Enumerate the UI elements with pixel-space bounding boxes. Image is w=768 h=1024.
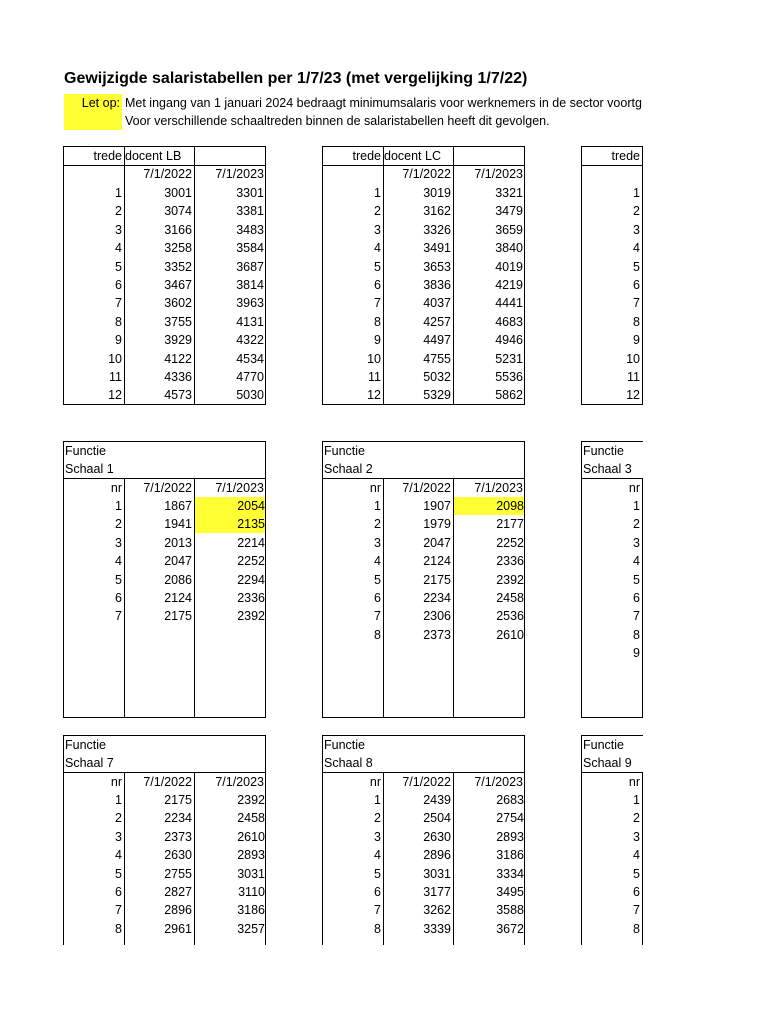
salary-2022: 3836 <box>423 278 451 292</box>
salary-2022: 2827 <box>164 885 192 899</box>
salary-2022: 1941 <box>164 517 192 532</box>
salary-2022: 3491 <box>423 241 451 256</box>
salary-2023: 3301 <box>236 186 264 200</box>
salary-2022: 3326 <box>423 222 451 237</box>
salary-2023: 4131 <box>236 314 264 329</box>
salary-2023: 4219 <box>495 278 523 292</box>
salary-2022: 2086 <box>164 572 192 587</box>
date-header-2022: 7/1/2022 <box>143 167 192 181</box>
salary-2023: 3588 <box>496 903 524 918</box>
salary-2023: 2754 <box>496 811 524 826</box>
salary-2022: 4497 <box>423 333 451 348</box>
salary-2022: 2175 <box>164 609 192 624</box>
trede-number: 2 <box>115 204 122 219</box>
date-header-2022: 7/1/2022 <box>402 775 451 789</box>
schaal-number: 4 <box>374 554 381 569</box>
date-header-2022: 7/1/2022 <box>143 481 192 495</box>
schaal-number: 4 <box>633 848 640 863</box>
salary-2023: 3031 <box>237 866 265 881</box>
date-header-2023: 7/1/2023 <box>215 481 264 495</box>
schaal-number: 4 <box>115 848 122 863</box>
salary-2022: 3166 <box>164 222 192 237</box>
salary-2023: 3257 <box>237 921 265 936</box>
date-header-2023: 7/1/2023 <box>474 481 523 495</box>
schaal-label: Schaal 2 <box>324 462 373 476</box>
schaal-number: 6 <box>115 885 122 899</box>
trede-number: 7 <box>115 296 122 311</box>
salary-2022: 2896 <box>423 848 451 863</box>
trede-number: 9 <box>374 333 381 348</box>
salary-2023: 4946 <box>495 333 523 348</box>
schaal-number: 7 <box>633 609 640 624</box>
schaal-number: 2 <box>115 517 122 532</box>
salary-2023: 2392 <box>496 572 524 587</box>
trede-header: trede <box>611 149 640 163</box>
salary-2022: 3352 <box>164 259 192 274</box>
salary-2023: 4019 <box>495 259 523 274</box>
note-line-2: Voor verschillende schaaltreden binnen de salaristabellen heeft dit gevolgen. <box>125 114 550 128</box>
salary-2023: 2252 <box>496 535 524 550</box>
trede-number: 8 <box>115 314 122 329</box>
trede-table-3 <box>581 146 643 405</box>
salary-2022: 2373 <box>423 627 451 642</box>
salary-2022: 2234 <box>423 591 451 605</box>
salary-2023: 2252 <box>237 554 265 569</box>
salary-2023: 3186 <box>496 848 524 863</box>
schaal-number: 3 <box>115 829 122 844</box>
salary-2022: 2234 <box>164 811 192 826</box>
salary-2023: 5862 <box>495 388 523 403</box>
schaal-number: 7 <box>633 903 640 918</box>
salary-2022: 3262 <box>423 903 451 918</box>
trede-number: 3 <box>633 222 640 237</box>
salary-2023-highlighted: 2098 <box>454 497 525 515</box>
salary-2023: 2893 <box>237 848 265 863</box>
table-name: docent LC <box>384 149 441 163</box>
column-divider <box>642 147 643 404</box>
salary-2023: 4322 <box>236 333 264 348</box>
schaal-number: 3 <box>374 535 381 550</box>
salary-2023: 2610 <box>496 627 524 642</box>
trede-number: 3 <box>374 222 381 237</box>
date-header-2022: 7/1/2022 <box>402 167 451 181</box>
salary-2022: 2504 <box>423 811 451 826</box>
schaal-number: 4 <box>374 848 381 863</box>
schaal-number: 9 <box>633 646 640 661</box>
schaal-number: 1 <box>374 793 381 807</box>
salary-2023: 3687 <box>236 259 264 274</box>
salary-2023: 5030 <box>236 388 264 403</box>
trede-number: 12 <box>626 388 640 403</box>
trede-number: 4 <box>115 241 122 256</box>
salary-2023: 4683 <box>495 314 523 329</box>
schaal-number: 3 <box>633 829 640 844</box>
trede-number: 5 <box>115 259 122 274</box>
salary-2022: 2630 <box>423 829 451 844</box>
salary-2022: 3162 <box>423 204 451 219</box>
nr-header: nr <box>110 481 122 495</box>
salary-2023: 2392 <box>237 793 265 807</box>
schaal-number: 2 <box>633 517 640 532</box>
schaal-label: Schaal 1 <box>65 462 114 476</box>
date-header-2022: 7/1/2022 <box>143 775 192 789</box>
salary-2022: 2047 <box>423 535 451 550</box>
salary-2022: 2047 <box>164 554 192 569</box>
salary-2022: 2124 <box>423 554 451 569</box>
salary-2022: 4573 <box>164 388 192 403</box>
schaal-number: 1 <box>115 499 122 513</box>
salary-2023: 2177 <box>496 517 524 532</box>
trede-number: 6 <box>633 278 640 292</box>
schaal-number: 7 <box>115 903 122 918</box>
salary-2023: 3584 <box>236 241 264 256</box>
schaal-number: 8 <box>115 921 122 936</box>
salary-2023: 3963 <box>236 296 264 311</box>
salary-2022: 3001 <box>164 186 192 200</box>
date-header-2023: 7/1/2023 <box>215 167 264 181</box>
trede-number: 2 <box>374 204 381 219</box>
trede-number: 8 <box>633 314 640 329</box>
salary-2023: 2458 <box>496 591 524 605</box>
trede-header: trede <box>93 149 122 163</box>
date-header-2022: 7/1/2022 <box>402 481 451 495</box>
salary-2022: 4037 <box>423 296 451 311</box>
salary-2022: 4122 <box>164 351 192 366</box>
salary-2022: 5329 <box>423 388 451 403</box>
trede-number: 9 <box>115 333 122 348</box>
salary-2023-highlighted: 2054 <box>195 497 266 515</box>
schaal-number: 3 <box>374 829 381 844</box>
salary-2022: 3602 <box>164 296 192 311</box>
schaal-number: 7 <box>115 609 122 624</box>
salary-2022: 2373 <box>164 829 192 844</box>
schaal-number: 5 <box>633 572 640 587</box>
schaal-number: 7 <box>374 609 381 624</box>
functie-label: Functie <box>65 738 106 752</box>
trede-number: 6 <box>374 278 381 292</box>
schaal-number: 6 <box>374 885 381 899</box>
trede-number: 1 <box>374 186 381 200</box>
trede-number: 1 <box>115 186 122 200</box>
schaal-table-5 <box>322 735 525 945</box>
salary-2023: 2610 <box>237 829 265 844</box>
schaal-number: 2 <box>633 811 640 826</box>
schaal-number: 5 <box>374 572 381 587</box>
schaal-number: 2 <box>115 811 122 826</box>
schaal-label: Schaal 7 <box>65 756 114 770</box>
table-name: docent LB <box>125 149 182 163</box>
functie-label: Functie <box>324 444 365 458</box>
schaal-number: 8 <box>374 627 381 642</box>
schaal-number: 5 <box>633 866 640 881</box>
salary-2023: 3483 <box>236 222 264 237</box>
schaal-number: 8 <box>374 921 381 936</box>
salary-2022: 3031 <box>423 866 451 881</box>
salary-2022: 2175 <box>164 793 192 807</box>
schaal-number: 5 <box>115 572 122 587</box>
schaal-number: 2 <box>374 517 381 532</box>
schaal-number: 8 <box>633 921 640 936</box>
salary-2023: 4534 <box>236 351 264 366</box>
salary-2023: 3659 <box>495 222 523 237</box>
salary-2022: 3467 <box>164 278 192 292</box>
schaal-number: 3 <box>633 535 640 550</box>
schaal-number: 4 <box>115 554 122 569</box>
note-line-1: Met ingang van 1 januari 2024 bedraagt minimumsalaris voor werknemers in de sector voortg <box>125 96 642 110</box>
salary-2023: 3381 <box>236 204 264 219</box>
schaal-number: 8 <box>633 627 640 642</box>
trede-table-2 <box>322 146 525 405</box>
schaal-table-3 <box>581 441 643 718</box>
salary-2023: 3186 <box>237 903 265 918</box>
schaal-number: 1 <box>115 793 122 807</box>
salary-2023: 4770 <box>236 370 264 384</box>
salary-2022: 1979 <box>423 517 451 532</box>
salary-2022: 4257 <box>423 314 451 329</box>
schaal-table-4 <box>63 735 266 945</box>
schaal-number: 3 <box>115 535 122 550</box>
salary-2022: 2124 <box>164 591 192 605</box>
salary-2022: 3177 <box>423 885 451 899</box>
salary-2022: 2961 <box>164 921 192 936</box>
trede-table-1 <box>63 146 266 405</box>
salary-2022: 2306 <box>423 609 451 624</box>
salary-2023: 2458 <box>237 811 265 826</box>
nr-header: nr <box>110 775 122 789</box>
salary-2023: 4441 <box>495 296 523 311</box>
trede-number: 12 <box>108 388 122 403</box>
salary-2023: 3814 <box>236 278 264 292</box>
trede-number: 5 <box>374 259 381 274</box>
trede-number: 1 <box>633 186 640 200</box>
schaal-table-2 <box>322 441 525 718</box>
salary-2023-highlighted: 2135 <box>195 515 266 533</box>
trede-number: 10 <box>367 351 381 366</box>
salary-2023: 3321 <box>495 186 523 200</box>
salary-2022: 4336 <box>164 370 192 384</box>
functie-label: Functie <box>65 444 106 458</box>
salary-2023: 3672 <box>496 921 524 936</box>
schaal-label: Schaal 8 <box>324 756 373 770</box>
trede-number: 11 <box>368 370 381 384</box>
schaal-number: 1 <box>633 793 640 807</box>
salary-2023: 5231 <box>495 351 523 366</box>
salary-2022: 2755 <box>164 866 192 881</box>
date-header-2023: 7/1/2023 <box>474 775 523 789</box>
salary-2022: 3019 <box>423 186 451 200</box>
salary-2023: 3479 <box>495 204 523 219</box>
trede-number: 5 <box>633 259 640 274</box>
schaal-label: Schaal 3 <box>583 462 632 476</box>
salary-2023: 2893 <box>496 829 524 844</box>
nr-header: nr <box>369 775 381 789</box>
salary-2023: 2336 <box>496 554 524 569</box>
schaal-number: 5 <box>374 866 381 881</box>
salary-2022: 3339 <box>423 921 451 936</box>
salary-2022: 2630 <box>164 848 192 863</box>
salary-2023: 3110 <box>238 885 265 899</box>
trede-number: 11 <box>627 370 640 384</box>
nr-header: nr <box>628 481 640 495</box>
schaal-number: 4 <box>633 554 640 569</box>
salary-2022: 5032 <box>423 370 451 384</box>
page-title: Gewijzigde salaristabellen per 1/7/23 (met vergelijking 1/7/22) <box>64 70 528 87</box>
schaal-number: 2 <box>374 811 381 826</box>
trede-number: 12 <box>367 388 381 403</box>
schaal-table-6 <box>581 735 643 945</box>
salary-2022: 3258 <box>164 241 192 256</box>
column-divider <box>642 478 643 717</box>
trede-number: 2 <box>633 204 640 219</box>
salary-2023: 3495 <box>496 885 524 899</box>
trede-number: 4 <box>374 241 381 256</box>
salary-2023: 5536 <box>495 370 523 384</box>
column-divider <box>642 772 643 945</box>
nr-header: nr <box>369 481 381 495</box>
salary-2022: 2439 <box>423 793 451 807</box>
salary-2022: 1867 <box>164 499 192 513</box>
salary-2023: 2294 <box>237 572 265 587</box>
schaal-number: 1 <box>374 499 381 513</box>
schaal-number: 6 <box>633 885 640 899</box>
date-header-2023: 7/1/2023 <box>474 167 523 181</box>
schaal-number: 6 <box>115 591 122 605</box>
note-label: Let op: <box>64 94 122 130</box>
trede-number: 4 <box>633 241 640 256</box>
trede-number: 8 <box>374 314 381 329</box>
salary-2023: 2214 <box>237 535 265 550</box>
schaal-table-1 <box>63 441 266 718</box>
salary-2022: 2896 <box>164 903 192 918</box>
salary-2022: 3755 <box>164 314 192 329</box>
schaal-number: 7 <box>374 903 381 918</box>
salary-2023: 2683 <box>496 793 524 807</box>
trede-number: 10 <box>626 351 640 366</box>
salary-2023: 3840 <box>495 241 523 256</box>
salary-2022: 2013 <box>164 535 192 550</box>
trede-number: 7 <box>633 296 640 311</box>
salary-2022: 3074 <box>164 204 192 219</box>
salary-2023: 3334 <box>496 866 524 881</box>
trede-number: 3 <box>115 222 122 237</box>
functie-label: Functie <box>324 738 365 752</box>
nr-header: nr <box>628 775 640 789</box>
salary-2022: 2175 <box>423 572 451 587</box>
functie-label: Functie <box>583 444 624 458</box>
trede-number: 6 <box>115 278 122 292</box>
functie-label: Functie <box>583 738 624 752</box>
trede-header: trede <box>352 149 381 163</box>
trede-number: 10 <box>108 351 122 366</box>
header-divider <box>582 165 643 166</box>
salary-2022: 3653 <box>423 259 451 274</box>
schaal-number: 1 <box>633 499 640 513</box>
schaal-number: 5 <box>115 866 122 881</box>
schaal-label: Schaal 9 <box>583 756 632 770</box>
date-header-2023: 7/1/2023 <box>215 775 264 789</box>
salary-2023: 2392 <box>237 609 265 624</box>
salary-2022: 4755 <box>423 351 451 366</box>
schaal-number: 6 <box>374 591 381 605</box>
salary-2023: 2536 <box>496 609 524 624</box>
trede-number: 9 <box>633 333 640 348</box>
trede-number: 11 <box>109 370 122 384</box>
trede-number: 7 <box>374 296 381 311</box>
salary-2023: 2336 <box>237 591 265 605</box>
schaal-number: 6 <box>633 591 640 605</box>
salary-2022: 3929 <box>164 333 192 348</box>
salary-2022: 1907 <box>423 499 451 513</box>
